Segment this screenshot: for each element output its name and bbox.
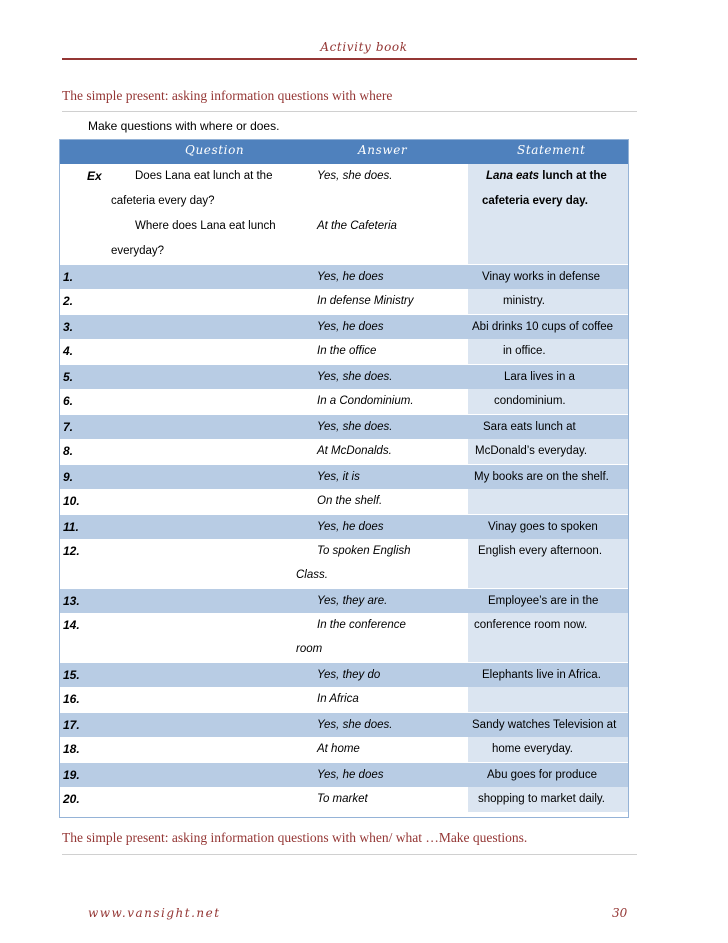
answer-cell xyxy=(296,737,468,762)
answer-text: Yes, they are. xyxy=(317,595,388,607)
answer-cell xyxy=(296,514,468,539)
answer-cell xyxy=(296,662,468,687)
section-title-where: The simple present: asking information questions with where xyxy=(62,88,393,103)
statement-text: home everyday. xyxy=(492,743,573,755)
answer-cell xyxy=(296,613,468,662)
question-blank-cell xyxy=(111,389,296,414)
row-number: 13. xyxy=(63,594,80,608)
statement-cell xyxy=(468,389,629,414)
statement-cell xyxy=(468,514,629,539)
example-question2-line1: Where does Lana eat lunch xyxy=(135,220,276,232)
table-row xyxy=(59,389,629,414)
example-answer: Yes, she does. xyxy=(317,170,393,182)
answer-text: Yes, he does xyxy=(317,521,384,533)
example-row-1 xyxy=(59,164,629,214)
answer-cell xyxy=(296,389,468,414)
statement-cell xyxy=(468,737,629,762)
statement-text: condominium. xyxy=(494,395,566,407)
answer-text: Yes, he does xyxy=(317,321,384,333)
table-row xyxy=(59,588,629,613)
statement-text: Abu goes for produce xyxy=(487,769,597,781)
answer-text: To spoken English xyxy=(317,545,411,557)
question-blank-cell xyxy=(111,712,296,737)
statement-text: Sara eats lunch at xyxy=(483,421,576,433)
header-answer: Answer xyxy=(358,143,408,157)
header-cell-num xyxy=(59,139,111,164)
statement-text: ministry. xyxy=(503,295,545,307)
answer-text-continued: Class. xyxy=(296,569,328,581)
question-blank-cell xyxy=(111,364,296,389)
row-number-cell xyxy=(59,414,111,439)
row-number-cell xyxy=(59,339,111,364)
statement-cell xyxy=(468,289,629,314)
statement-cell xyxy=(468,787,629,812)
answer-cell xyxy=(296,787,468,812)
answer-text: At McDonalds. xyxy=(317,445,392,457)
row-number: 7. xyxy=(63,420,74,434)
example-label: Ex xyxy=(87,169,102,183)
row-number-cell xyxy=(59,489,111,514)
statement-text: English every afternoon. xyxy=(478,545,603,557)
row-number: 3. xyxy=(63,320,74,334)
answer-cell xyxy=(296,712,468,737)
statement-text: conference room now. xyxy=(474,619,588,631)
row-number: 17. xyxy=(63,718,80,732)
header-cell-answer xyxy=(296,139,468,164)
question-blank-cell xyxy=(111,762,296,787)
answer-text: In the office xyxy=(317,345,377,357)
statement-text: Sandy watches Television at xyxy=(472,719,617,731)
statement-cell xyxy=(468,762,629,787)
answer-cell xyxy=(296,339,468,364)
answer-cell xyxy=(296,762,468,787)
statement-text: Employee’s are in the xyxy=(488,595,599,607)
statement-cell xyxy=(468,712,629,737)
table-row xyxy=(59,414,629,439)
table-row xyxy=(59,439,629,464)
row-number: 5. xyxy=(63,370,74,384)
statement-cell xyxy=(468,339,629,364)
row-number-cell xyxy=(59,539,111,588)
header-question: Question xyxy=(185,143,245,157)
statement-cell xyxy=(468,439,629,464)
question-blank-cell xyxy=(111,464,296,489)
statement-text: Abi drinks 10 cups of coffee xyxy=(472,321,614,333)
row-number: 18. xyxy=(63,742,80,756)
row-number: 8. xyxy=(63,444,74,458)
row-number: 6. xyxy=(63,394,74,408)
running-header: Activity book xyxy=(320,40,408,54)
answer-text: Yes, it is xyxy=(317,471,360,483)
header-statement: Statement xyxy=(517,143,586,157)
row-number-cell xyxy=(59,737,111,762)
table-row xyxy=(59,613,629,662)
table-row xyxy=(59,787,629,812)
table-row xyxy=(59,737,629,762)
statement-cell xyxy=(468,314,629,339)
table-row xyxy=(59,514,629,539)
row-number: 20. xyxy=(63,792,80,806)
table-row xyxy=(59,762,629,787)
exercise-instruction: Make questions with where or does. xyxy=(88,119,280,133)
answer-text: In defense Ministry xyxy=(317,295,414,307)
row-number-cell xyxy=(59,613,111,662)
header-cell-question xyxy=(111,139,296,164)
question-blank-cell xyxy=(111,439,296,464)
question-blank-cell xyxy=(111,737,296,762)
answer-text: On the shelf. xyxy=(317,495,383,507)
answer-cell xyxy=(296,314,468,339)
answer-cell xyxy=(296,439,468,464)
table-row xyxy=(59,662,629,687)
answer-text: Yes, he does xyxy=(317,271,384,283)
statement-cell xyxy=(468,539,629,588)
answer-text: At home xyxy=(317,743,360,755)
statement-text: McDonald’s everyday. xyxy=(475,445,588,457)
table-row xyxy=(59,264,629,289)
answer-cell xyxy=(296,464,468,489)
section-divider-2 xyxy=(62,854,637,855)
answer-text: Yes, he does xyxy=(317,769,384,781)
row-number-cell xyxy=(59,314,111,339)
example-question2-line2: everyday? xyxy=(111,245,165,257)
row-number-cell xyxy=(59,289,111,314)
question-blank-cell xyxy=(111,613,296,662)
answer-cell xyxy=(296,687,468,712)
statement-text: Lara lives in a xyxy=(504,371,575,383)
row-number-cell xyxy=(59,662,111,687)
row-number-cell xyxy=(59,439,111,464)
row-number: 2. xyxy=(63,294,74,308)
row-number: 11. xyxy=(63,520,79,534)
row-number: 9. xyxy=(63,470,74,484)
question-blank-cell xyxy=(111,787,296,812)
table-row xyxy=(59,687,629,712)
row-number-cell xyxy=(59,687,111,712)
example-question-line1: Does Lana eat lunch at the xyxy=(135,170,273,182)
answer-text: Yes, she does. xyxy=(317,719,393,731)
question-blank-cell xyxy=(111,264,296,289)
statement-text: My books are on the shelf. xyxy=(474,471,609,483)
header-cell-statement xyxy=(468,139,629,164)
row-number-cell xyxy=(59,712,111,737)
answer-text: In the conference xyxy=(317,619,406,631)
statement-text: shopping to market daily. xyxy=(478,793,605,805)
statement-cell xyxy=(468,364,629,389)
table-row xyxy=(59,339,629,364)
row-number-cell xyxy=(59,264,111,289)
row-number-cell xyxy=(59,389,111,414)
example-row-2 xyxy=(59,214,629,264)
statement-cell xyxy=(468,414,629,439)
answer-text: To market xyxy=(317,793,368,805)
row-number: 16. xyxy=(63,692,80,706)
table-header-row xyxy=(59,139,629,164)
row-number: 15. xyxy=(63,668,80,682)
statement-cell xyxy=(468,613,629,662)
row-number-cell xyxy=(59,762,111,787)
page-number: 30 xyxy=(612,906,628,920)
section-title-when-what: The simple present: asking information questions with when/ what …Make questions. xyxy=(62,830,528,845)
example-statement-line1: Lana eats lunch at the xyxy=(486,170,607,182)
statement-cell xyxy=(468,687,629,712)
question-blank-cell xyxy=(111,539,296,588)
answer-text: In a Condominium. xyxy=(317,395,414,407)
statement-text: in office. xyxy=(503,345,546,357)
table-row xyxy=(59,314,629,339)
row-number: 14. xyxy=(63,618,80,632)
row-number-cell xyxy=(59,514,111,539)
answer-text: Yes, she does. xyxy=(317,421,393,433)
statement-cell xyxy=(468,489,629,514)
statement-text: Vinay works in defense xyxy=(482,271,601,283)
row-number: 1. xyxy=(63,270,74,284)
row-number: 4. xyxy=(63,344,74,358)
answer-text-continued: room xyxy=(296,643,323,655)
question-blank-cell xyxy=(111,662,296,687)
question-blank-cell xyxy=(111,339,296,364)
question-blank-cell xyxy=(111,588,296,613)
answer-text: Yes, they do xyxy=(317,669,381,681)
answer-text: In Africa xyxy=(317,693,359,705)
question-blank-cell xyxy=(111,289,296,314)
section-divider xyxy=(62,111,637,112)
header-rule xyxy=(62,58,637,60)
row-number: 10. xyxy=(63,494,80,508)
table-row xyxy=(59,489,629,514)
example-statement-line2: cafeteria every day. xyxy=(482,195,588,207)
table-row xyxy=(59,712,629,737)
table-row xyxy=(59,464,629,489)
answer-cell xyxy=(296,539,468,588)
answer-cell xyxy=(296,489,468,514)
statement-cell xyxy=(468,588,629,613)
example-answer2: At the Cafeteria xyxy=(317,220,397,232)
table-row xyxy=(59,539,629,588)
question-blank-cell xyxy=(111,414,296,439)
answer-cell xyxy=(296,289,468,314)
question-blank-cell xyxy=(111,489,296,514)
row-number: 19. xyxy=(63,768,80,782)
statement-cell xyxy=(468,264,629,289)
answer-cell xyxy=(296,364,468,389)
answer-text: Yes, she does. xyxy=(317,371,393,383)
footer-url: www.vansight.net xyxy=(88,906,221,920)
statement-text: Elephants live in Africa. xyxy=(482,669,601,681)
statement-cell xyxy=(468,464,629,489)
answer-cell xyxy=(296,588,468,613)
example-statement-verb: Lana eats xyxy=(486,170,540,182)
row-number-cell xyxy=(59,588,111,613)
row-number-cell xyxy=(59,787,111,812)
row-number-cell xyxy=(59,464,111,489)
question-blank-cell xyxy=(111,514,296,539)
question-blank-cell xyxy=(111,687,296,712)
answer-cell xyxy=(296,414,468,439)
row-number: 12. xyxy=(63,544,80,558)
table-row xyxy=(59,289,629,314)
example-question-line2: cafeteria every day? xyxy=(111,195,215,207)
question-blank-cell xyxy=(111,314,296,339)
table-row xyxy=(59,364,629,389)
answer-cell xyxy=(296,264,468,289)
statement-cell xyxy=(468,662,629,687)
row-number-cell xyxy=(59,364,111,389)
statement-text: Vinay goes to spoken xyxy=(488,521,598,533)
